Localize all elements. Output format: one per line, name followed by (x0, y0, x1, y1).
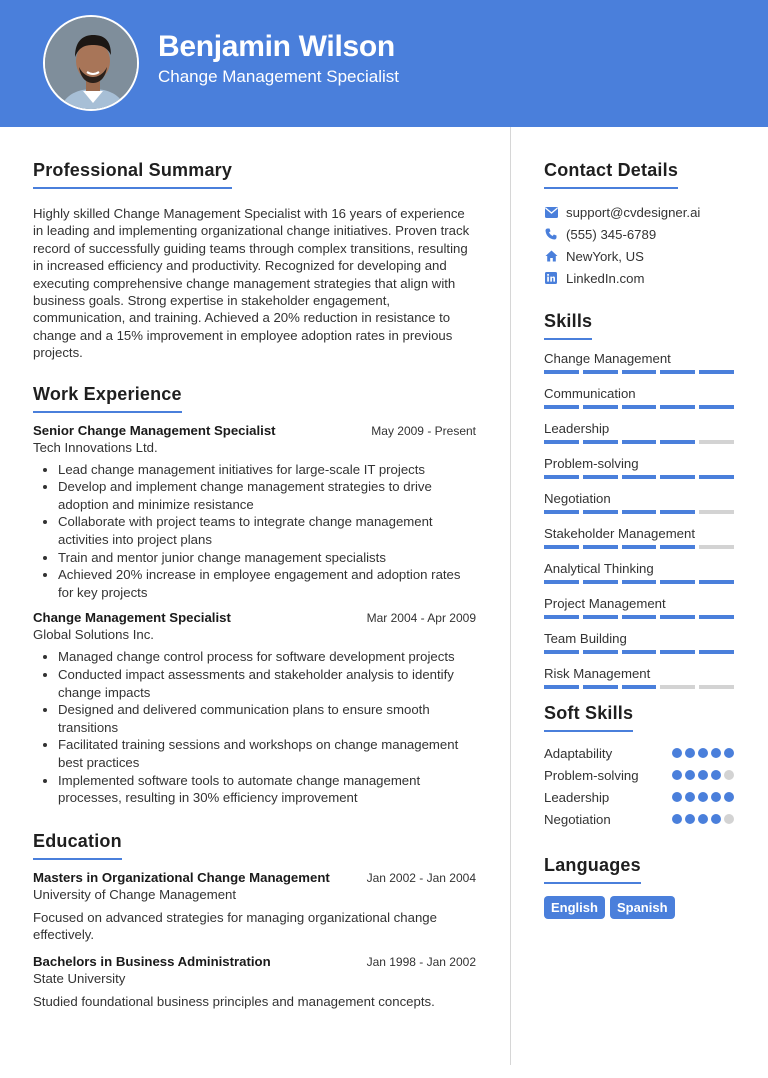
skills-title: Skills (544, 311, 592, 340)
skill-name: Team Building (544, 631, 627, 646)
soft-skill-name: Leadership (544, 789, 610, 805)
skill-item (544, 386, 734, 409)
skill-level-segment (660, 685, 695, 689)
skill-level-segment (544, 440, 579, 444)
skill-name: Risk Management (544, 666, 651, 681)
skill-level-bar (544, 510, 734, 514)
rating-dot (711, 814, 721, 824)
soft-skill-rating (672, 792, 734, 802)
skill-level-segment (544, 405, 579, 409)
header-banner (0, 0, 768, 127)
job-bullets (33, 461, 476, 602)
education-entry (33, 954, 476, 1011)
skill-level-bar (544, 405, 734, 409)
list-item: • Managed change control process for software development projects (58, 648, 476, 666)
skill-item (544, 561, 734, 584)
rating-dot (672, 748, 682, 758)
rating-dot (672, 792, 682, 802)
rating-dot (711, 748, 721, 758)
skill-level-segment (622, 370, 657, 374)
soft-skill-item (544, 786, 734, 808)
contact-linkedin[interactable] (544, 267, 734, 289)
skill-level-segment (583, 685, 618, 689)
contact-section (544, 160, 734, 289)
list-item: • Develop and implement change management strategies to drive adoption and minimize resistance (58, 478, 476, 513)
avatar (43, 15, 139, 111)
skill-level-segment (622, 475, 657, 479)
soft-skill-item (544, 742, 734, 764)
skill-level-segment (544, 650, 579, 654)
contact-location-text: NewYork, US (566, 248, 644, 264)
skill-level-segment (544, 475, 579, 479)
phone-icon (544, 227, 558, 241)
rating-dot (698, 748, 708, 758)
rating-dot (724, 792, 734, 802)
rating-dot (724, 770, 734, 780)
soft-skill-rating (672, 814, 734, 824)
skill-name: Problem-solving (544, 456, 639, 471)
skill-level-segment (583, 510, 618, 514)
skill-level-segment (583, 545, 618, 549)
skill-level-segment (583, 475, 618, 479)
job-date: May 2009 - Present (371, 423, 476, 438)
skill-level-bar (544, 650, 734, 654)
rating-dot (672, 770, 682, 780)
list-item: • Lead change management initiatives for large-scale IT projects (58, 461, 476, 479)
skill-level-segment (583, 405, 618, 409)
soft-skills-section (544, 703, 734, 830)
summary-title: Professional Summary (33, 160, 232, 189)
skill-level-segment (583, 650, 618, 654)
skill-name: Leadership (544, 421, 610, 436)
rating-dot (711, 792, 721, 802)
skill-item (544, 596, 734, 619)
sidebar-column (544, 160, 734, 919)
rating-dot (711, 770, 721, 780)
degree-title: Masters in Organizational Change Management (33, 869, 330, 885)
language-badge: Spanish (610, 896, 675, 919)
languages-section (544, 855, 734, 919)
skill-level-segment (622, 440, 657, 444)
job-entry (33, 423, 476, 602)
skill-level-segment (622, 615, 657, 619)
skill-level-segment (544, 510, 579, 514)
soft-skill-item (544, 764, 734, 786)
skill-level-segment (622, 650, 657, 654)
skill-level-segment (622, 405, 657, 409)
skill-level-segment (660, 405, 695, 409)
rating-dot (672, 814, 682, 824)
skill-level-bar (544, 580, 734, 584)
skill-level-segment (699, 615, 734, 619)
soft-skill-item (544, 808, 734, 830)
skill-level-segment (622, 510, 657, 514)
list-item: • Designed and delivered communication plans to ensure smooth transitions (58, 701, 476, 736)
skill-level-bar (544, 545, 734, 549)
contact-title: Contact Details (544, 160, 678, 189)
job-company: Tech Innovations Ltd. (33, 439, 158, 455)
rating-dot (685, 748, 695, 758)
skill-level-bar (544, 440, 734, 444)
skill-level-segment (544, 545, 579, 549)
languages-list (544, 896, 734, 919)
skill-level-segment (699, 650, 734, 654)
skill-item (544, 526, 734, 549)
skill-item (544, 351, 734, 374)
rating-dot (685, 792, 695, 802)
skill-name: Stakeholder Management (544, 526, 696, 541)
summary-section (33, 160, 476, 362)
education-section (33, 831, 476, 1011)
skill-level-segment (699, 440, 734, 444)
list-item: • Conducted impact assessments and stakeholder analysis to identify change impacts (58, 666, 476, 701)
list-item: • Implemented software tools to automate change management processes, resulting in 30% efficiency improvement (58, 772, 476, 807)
list-item: • Facilitated training sessions and workshops on change management best practices (58, 736, 476, 771)
skill-item (544, 456, 734, 479)
soft-skill-name: Adaptability (544, 745, 613, 761)
skills-section (544, 311, 734, 689)
rating-dot (724, 748, 734, 758)
skill-level-segment (544, 580, 579, 584)
education-title: Education (33, 831, 122, 860)
skill-level-segment (622, 580, 657, 584)
soft-skill-name: Problem-solving (544, 767, 639, 783)
list-item: • Train and mentor junior change management specialists (58, 549, 476, 567)
skill-level-segment (699, 580, 734, 584)
skills-list (544, 351, 734, 689)
rating-dot (698, 770, 708, 780)
degree-description: Focused on advanced strategies for managing organizational change effectively. (33, 909, 437, 943)
degree-description: Studied foundational business principles and management concepts. (33, 993, 435, 1009)
skill-level-segment (699, 475, 734, 479)
skill-level-segment (660, 510, 695, 514)
skill-level-segment (583, 580, 618, 584)
education-entry (33, 870, 476, 944)
job-entry (33, 610, 476, 806)
summary-text: Highly skilled Change Management Specialist with 16 years of experience in leading and implementing organizational change initiatives. Proven track record of successfully guiding teams through complex transitions, resulting in increased efficiency and productivity. Recognized for developing and executing comprehensive change management strategies that align with business goals. Strong expertise in stakeholder engagement, communication, and training. Achieved a 20% reduction in resistance to change and a 15% improvement in employee adoption rates in previous projects. (33, 206, 470, 361)
skill-level-segment (544, 615, 579, 619)
list-item: • Collaborate with project teams to integrate change management activities into project plans (58, 513, 476, 548)
school-name: State University (33, 970, 126, 986)
skill-level-segment (622, 545, 657, 549)
job-title: Senior Change Management Specialist (33, 422, 276, 438)
contact-phone[interactable] (544, 223, 734, 245)
skill-item (544, 491, 734, 514)
degree-date: Jan 2002 - Jan 2004 (366, 870, 476, 885)
skill-level-segment (660, 370, 695, 374)
degree-date: Jan 1998 - Jan 2002 (366, 954, 476, 969)
main-column (33, 160, 476, 1011)
job-company: Global Solutions Inc. (33, 627, 154, 643)
skill-level-segment (660, 580, 695, 584)
skill-level-segment (622, 685, 657, 689)
experience-title: Work Experience (33, 384, 182, 413)
skill-level-bar (544, 475, 734, 479)
skill-level-segment (699, 510, 734, 514)
contact-linkedin-text: LinkedIn.com (566, 270, 645, 286)
skill-level-segment (583, 370, 618, 374)
skill-level-bar (544, 370, 734, 374)
linkedin-icon (544, 271, 558, 285)
soft-skills-list (544, 742, 734, 830)
profile-photo (45, 17, 139, 111)
skill-name: Project Management (544, 596, 666, 611)
skill-level-segment (660, 475, 695, 479)
soft-skills-title: Soft Skills (544, 703, 633, 732)
skill-name: Communication (544, 386, 636, 401)
degree-title: Bachelors in Business Administration (33, 953, 271, 969)
skill-level-segment (660, 650, 695, 654)
school-name: University of Change Management (33, 886, 237, 902)
rating-dot (724, 814, 734, 824)
contact-location (544, 245, 734, 267)
skill-level-segment (699, 545, 734, 549)
contact-email[interactable] (544, 201, 734, 223)
skill-level-segment (660, 615, 695, 619)
skill-item (544, 666, 734, 689)
job-title: Change Management Specialist (33, 610, 231, 626)
skill-level-segment (583, 615, 618, 619)
skill-item (544, 631, 734, 654)
skill-level-segment (699, 405, 734, 409)
skill-level-segment (544, 370, 579, 374)
languages-title: Languages (544, 855, 641, 884)
soft-skill-rating (672, 770, 734, 780)
rating-dot (698, 814, 708, 824)
skill-level-segment (660, 440, 695, 444)
language-badge: English (544, 896, 605, 919)
rating-dot (685, 770, 695, 780)
skill-name: Negotiation (544, 491, 611, 506)
skill-level-bar (544, 615, 734, 619)
rating-dot (698, 792, 708, 802)
skill-name: Change Management (544, 351, 671, 366)
experience-section (33, 384, 476, 807)
list-item: • Achieved 20% increase in employee engagement and adoption rates for key projects (58, 566, 476, 601)
column-divider (510, 127, 511, 1065)
candidate-name: Benjamin Wilson (158, 30, 395, 63)
job-bullets (33, 648, 476, 806)
skill-level-segment (583, 440, 618, 444)
contact-email-text: support@cvdesigner.ai (566, 204, 701, 220)
email-icon (544, 205, 558, 219)
skill-item (544, 421, 734, 444)
skill-level-segment (699, 370, 734, 374)
soft-skill-name: Negotiation (544, 811, 611, 827)
home-icon (544, 249, 558, 263)
skill-level-segment (699, 685, 734, 689)
soft-skill-rating (672, 748, 734, 758)
candidate-role: Change Management Specialist (158, 67, 399, 86)
skill-level-segment (660, 545, 695, 549)
skill-level-segment (544, 685, 579, 689)
rating-dot (685, 814, 695, 824)
contact-phone-text: (555) 345-6789 (566, 226, 657, 242)
skill-name: Analytical Thinking (544, 561, 654, 576)
job-date: Mar 2004 - Apr 2009 (366, 611, 476, 626)
skill-level-bar (544, 685, 734, 689)
